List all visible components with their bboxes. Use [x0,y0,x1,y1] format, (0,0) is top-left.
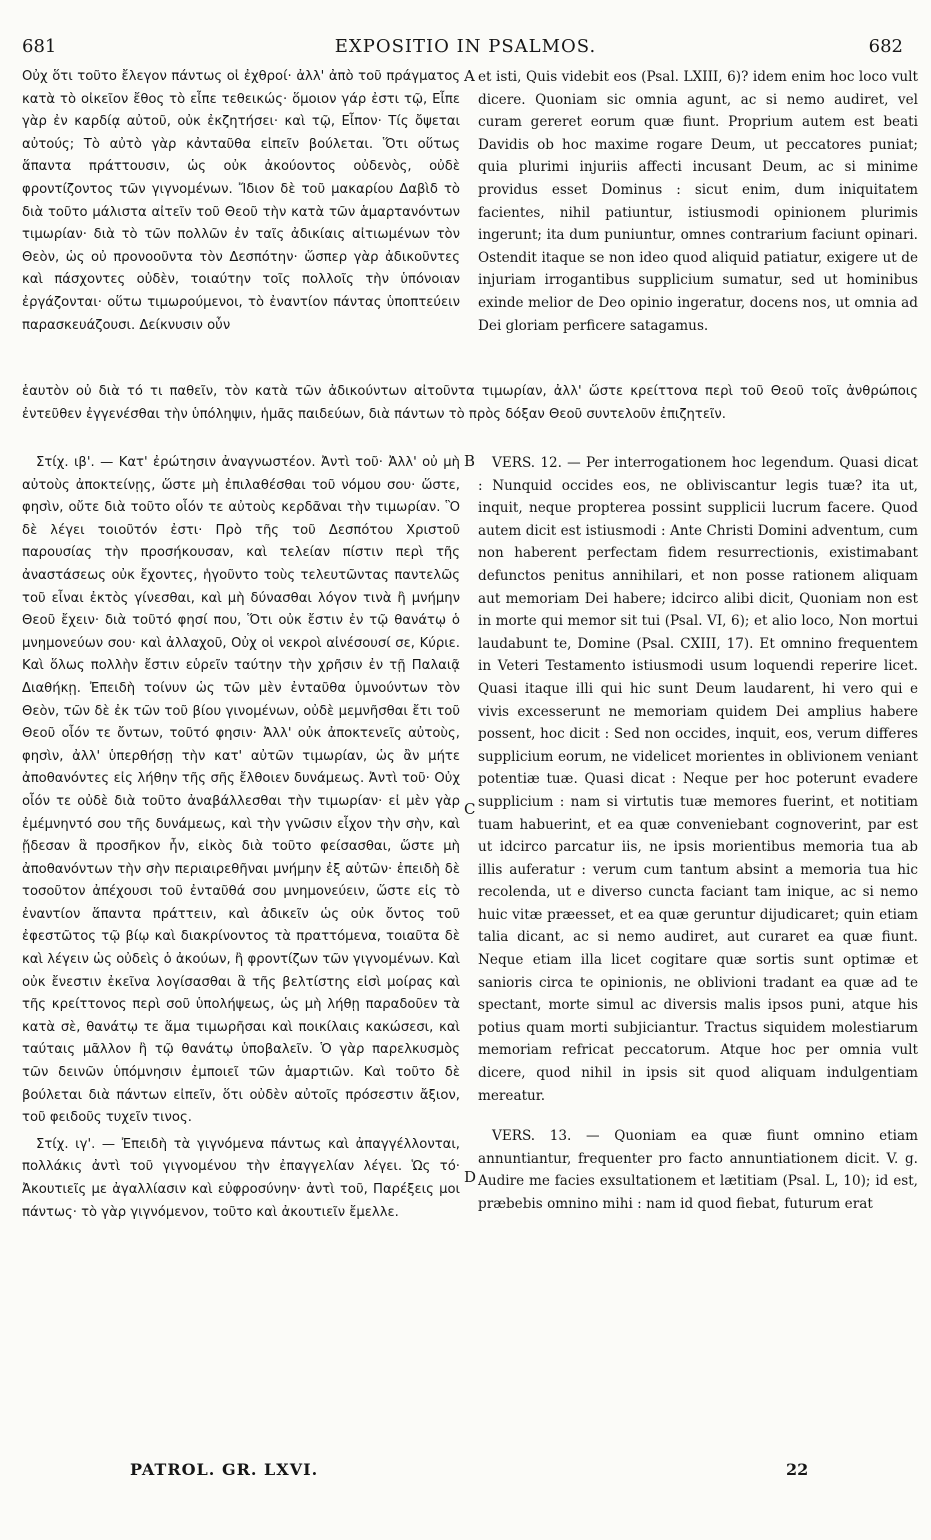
greek-verse-13: Στίχ. ιγ'. — Ἐπειδὴ τὰ γιγνόμενα πάντως καὶ ἀπαγγέλλονται, πολλάκις ἀντὶ τοῦ γιγνομένου τὴν ἐπαγγελίαν λέγει. Ὡς τό· Ἀκουτιεῖς με ἀγαλλίασιν καὶ εὐφροσύνην· ἀντὶ τοῦ, Παρέξεις μοι πάντως· τὸ γὰρ γιγνόμενον, τοῦτο καὶ ἀκουτιεῖν ἔμελλε. [22,1136,460,1220]
greek-column-top [22,66,460,337]
margin-letter-c: C [464,800,476,818]
latin-verse-12: VERS. 12. — Per interrogationem hoc legendum. Quasi dicat : Nunquid occides eos, ne obliviscantur legis tuæ? ita ut, inquit, neque propterea possint supplicii lucrum facere. Quod autem dicit est istiusmodi : Ante Christi Domini adventum, cum non haberent perfectam fidem resurrectionis, existimabant defunctos penitus annihilari, et non posse rationem aliquam aut memoriam Dei habere; idcirco alibi dicit, Quoniam non est in morte qui memor sit tui (Psal. VI, 6); et alio loco, Non mortui laudabunt te, Domine (Psal. CXIII, 17). Et omnino frequentem in Veteri Testamento istiusmodi usum loquendi reperire licet. Quasi itaque illi qui hic sunt Deum laudarent, hi vero qui e vivis excesserunt ne memoriam quidem Dei amplius habere possent, hoc dicit : Sed non occides, inquit, eos, verum differes supplicium eorum, ne videlicet morientes in oblivionem veniant potentiæ tuæ. Quasi dicat : Neque per hoc poterunt evadere supplicium : nam si virtutis tuæ memores fuerint, et notitiam tuam habuerint, et ea quæ conveniebant cognoverint, par est ut idcirco parcatur iis, ne ipsis morientibus memoria tua ab illis auferatur : verum cum tantum absint a memoria tua hic recolenda, ut e diverso cuncta faciant tam inique, ac si nemo huic vitæ præesset, et ea quæ geruntur dijudicaret; quin etiam talia dicant, ac si nemo audiret, aut curaret ea quæ fiunt. Neque etiam illa licet cogitare quæ sortis sunt optimæ et sanioris circa te opinionis, ne oblivioni tradant ea quæ ad te spectant, morte simul ac diversis malis ipsos puni, atque his potius quam morti subjiciantur. Tractus siquidem molestiarum memoriam refricat peccatorum. Atque hoc per omnia vult dicere, quod nihil in ipsis sit quod aliquam indulgentiam mereatur. [478,455,918,1104]
greek-column-main [22,452,460,1224]
running-header [0,36,931,60]
greek-paragraph: Οὐχ ὅτι τοῦτο ἔλεγον πάντως οἱ ἐχθροί· ἀλλ' ἀπὸ τοῦ πράγματος κατὰ τὸ οἰκεῖον ἔθος τὸ εἶπε τεθεικώς· ὅμοιον γάρ ἐστι τῷ, Εἶπε γὰρ ἐν καρδίᾳ αὐτοῦ, οὐκ ἐκζητήσει· καὶ τῷ, Εἶπον· Τίς ὄψεται αὐτούς; Τὸ αὐτὸ γὰρ κἀνταῦθα εἰπεῖν βούλεται. Ὅτι οὕτως ἅπαντα πράττουσιν, ὡς οὐκ ἀκούοντος οὐδενὸς, οὐδὲ φροντίζοντος τῶν γιγνομένων. Ἴδιον δὲ τοῦ μακαρίου Δαβὶδ τὸ διὰ τοῦτο μάλιστα αἰτεῖν τοῦ Θεοῦ τὴν κατὰ τῶν ἁμαρτανόντων τιμωρίαν· διὰ τὸ τῶν πολλῶν ἐν ταῖς ἀδικίαις αἰτιωμένων τὸν Θεὸν, ὡς οὐ προνοοῦντα τὸν Δεσπότην· ὥσπερ γὰρ ἀδικοῦντες καὶ πάσχοντες οὐδὲν, τοιαύτην τοῖς πολλοῖς τὴν ὑπόνοιαν ἐργάζονται· οὕτω τιμωρούμενοι, τὸ ἐναντίον πάντας ὑποπτεύειν παρασκευάζουσι. Δείκνυσιν οὖν [22,69,460,333]
latin-verse-13: VERS. 13. — Quoniam ea quæ fiunt omnino etiam annuntiantur, frequenter pro facto annuntiationem dicit. V. g. Audire me facies exsultationem et lætitiam (Psal. L, 10); id est, præbebis omnino mihi : nam id quod fiebat, futurum erat [478,1128,918,1212]
header-left-column-number: 681 [22,36,57,57]
greek-verse-12: Στίχ. ιβ'. — Κατ' ἐρώτησιν ἀναγνωστέον. Ἀντὶ τοῦ· Ἀλλ' οὐ μὴ αὐτοὺς ἀποκτείνῃς, ὥστε μὴ ἐπιλαθέσθαι τοῦ νόμου σου· ὥστε, φησὶν, οὔτε διὰ τοῦτο οἷόν τε αὐτοὺς κερδᾶναι τὴν τιμωρίαν. Ὃ δὲ λέγει τοιοῦτόν ἐστι· Πρὸ τῆς τοῦ Δεσπότου Χριστοῦ παρουσίας τὴν προσήκουσαν, καὶ τελείαν πίστιν περὶ τῆς ἀναστάσεως οὐκ ἔχοντες, ἡγοῦντο τοὺς τελευτῶντας παντελῶς τοῦ εἶναι ἐκτὸς γίνεσθαι, καὶ μὴ δύνασθαι λόγον τινὰ ἢ μνήμην Θεοῦ ἔχειν· διὰ τοῦτό φησί που, Ὅτι οὐκ ἔστιν ἐν τῷ θανάτῳ ὁ μνημονεύων σου· καὶ ἀλλαχοῦ, Οὐχ οἱ νεκροὶ αἰνέσουσί σε, Κύριε. Καὶ ὅλως πολλὴν ἔστιν εὑρεῖν ταύτην τὴν χρῆσιν ἐν τῇ Παλαιᾷ Διαθήκῃ. Ἐπειδὴ τοίνυν ὡς τῶν μὲν ἐνταῦθα ὑμνούντων τὸν Θεὸν, τῶν δὲ ἐκ τῶν τοῦ βίου γινομένων, οὐδὲ μεμνῆσθαι ἔτι τοῦ Θεοῦ οἷόν τε ὄντων, τοῦτό φησιν· Ἀλλ' οὐκ ἀποκτενεῖς αὐτοὺς, φησὶν, ἀλλ' ὑπερθήσῃ τὴν κατ' αὐτῶν τιμωρίαν, ὡς ἂν μήτε ἀποθανόντες εἰς λήθην τῆς σῆς ἔλθοιεν δυνάμεως. Ἀντὶ τοῦ· Οὐχ οἷόν τε οὐδὲ διὰ τοῦτο ἀναβάλλεσθαι τὴν τιμωρίαν· εἰ μὲν γὰρ ἐμέμνηντό σου τῆς δυνάμεως, καὶ τὴν γνῶσιν εἶχον τὴν σὴν, καὶ ᾔδεσαν ἃ προσῆκον ἦν, εἰκὸς διὰ τοῦτο φείσασθαι, ὥστε μὴ ἀποθανόντων τὴν σὴν περιαιρεθῆναι μνήμην ἐξ αὐτῶν· ἐπειδὴ δὲ τοσοῦτον ἀπέχουσι τοῦ ἐνταῦθά σου μνημονεύειν, ὥστε εἰς τὸ ἐναντίον ἅπαντα πράττειν, καὶ ἀδικεῖν ὡς οὐκ ὄντος τοῦ ἐφεστῶτος τῷ βίῳ καὶ διακρίνοντος τὰ πραττόμενα, τοιαῦτα δὲ καὶ λέγειν ὡς οὐδεὶς ὁ ἀκούων, ἢ φροντίζων τῶν γιγνομένων. Καὶ οὐκ ἔνεστιν ἐκεῖνα λογίσασθαι ἃ τῆς βελτίστης εἰσὶ μοίρας καὶ τῆς κρείττονος περὶ σοῦ ὑπολήψεως, ὡς μὴ λήθῃ παραδοῦεν τὰ κατὰ σὲ, θανάτῳ τε ἅμα τιμωρῆσαι καὶ ποικίλαις κακώσεσι, καὶ ταύταις μᾶλλον ἢ τῷ θανάτῳ ὑποβαλεῖν. Ὁ γὰρ παρελκυσμὸς τῶν δεινῶν ὑπόμνησιν ἐμποιεῖ τῶν ἁμαρτιῶν. Καὶ τοῦτο δὲ βούλεται διὰ πάντων εἰπεῖν, ὅτι οὐδὲν αὐτοῖς πρόσεστιν ἄξιον, τοῦ φειδοῦς τυχεῖν τινος. [22,455,460,1126]
greek-paragraph-full: ἑαυτὸν οὐ διὰ τό τι παθεῖν, τὸν κατὰ τῶν ἀδικούντων αἰτοῦντα τιμωρίαν, ἀλλ' ὥστε κρείττονα περὶ τοῦ Θεοῦ τοῖς ἀνθρώποις ἐντεῦθεν ἐγγενέσθαι τὴν ὑπόληψιν, ἡμᾶς παιδεύων, διὰ πάντων τὸ πρὸς δόξαν Θεοῦ συντελοῦν ἐπιζητεῖν. [22,384,918,422]
footer-signature: 22 [786,1460,809,1479]
margin-letter-d: D [464,1168,477,1186]
latin-column-main [478,452,918,1216]
margin-letter-b: B [464,452,476,470]
latin-paragraph: et isti, Quis videbit eos (Psal. LXIII, 6)? idem enim hoc loco vult dicere. Quoniam sic omnia agunt, ac si nemo audiret, vel curam gereret eorum quæ fiunt. Proprium autem est beati Davidis ob hoc maxime rogare Deum, ut peccatores puniat; quia plurimi injuriis affecti incusant Deum, ac si minime providus esset Dominus : sicut enim, dum iniquitatem facientes, nihil patiuntur, istiusmodi opinionem plurimis ingerunt; ita dum puniuntur, omnes contrarium faciunt opinari. Ostendit itaque se non ideo quod aliquid patiatur, exigere ut de injuriam irrogantibus supplicium sumatur, sed ut hominibus exinde melior de Deo opinio ingeratur, docens nos, ut omnia ad Dei gloriam perficere satagamus. [478,69,918,334]
header-right-column-number: 682 [868,36,903,57]
greek-full-width [22,381,918,426]
margin-letter-a: A [464,67,475,85]
header-title: EXPOSITIO IN PSALMOS. [334,36,597,57]
footer-series: PATROL. GR. LXVI. [130,1460,319,1479]
latin-column-top [478,66,918,337]
